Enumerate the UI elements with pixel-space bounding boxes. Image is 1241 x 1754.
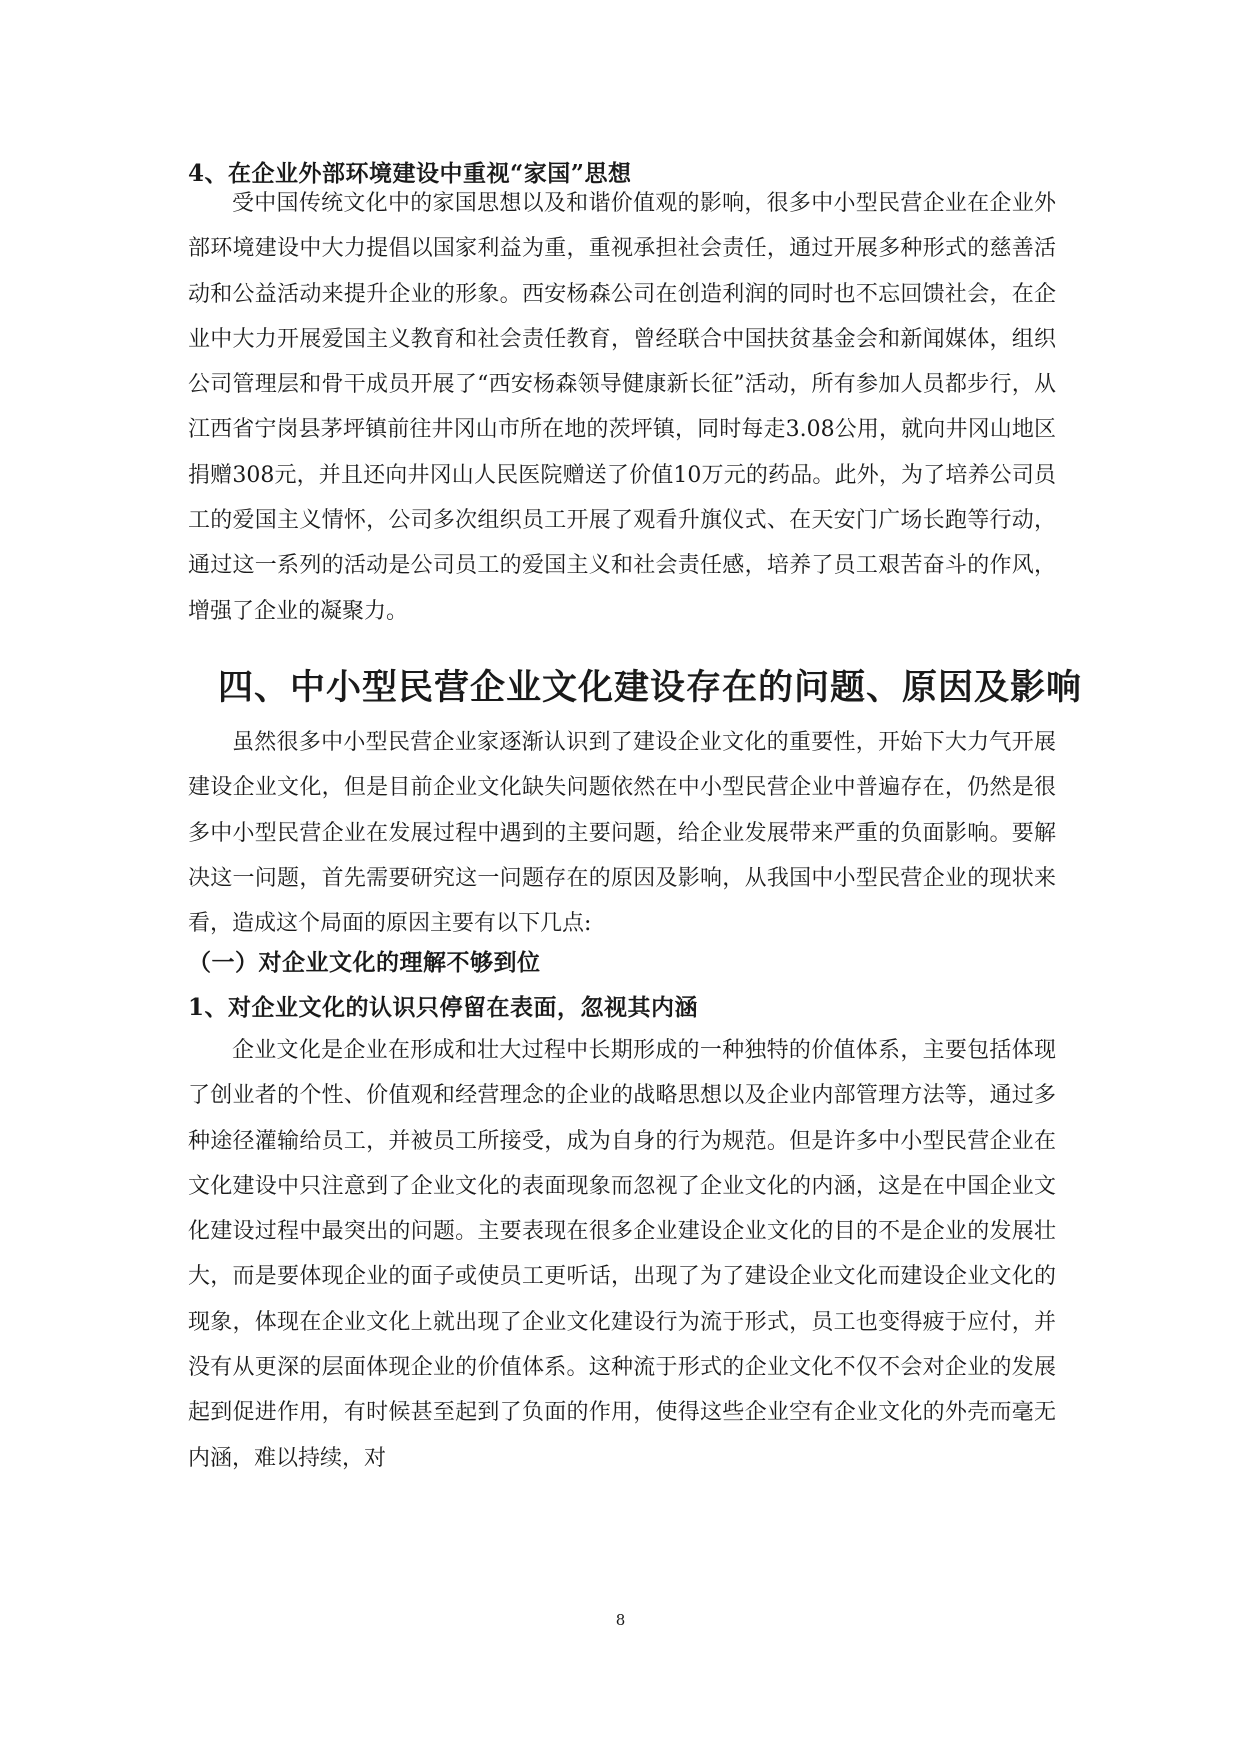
chapter-title: 四、中小型民营企业文化建设存在的问题、原因及影响	[218, 667, 1083, 708]
paragraph-chapter-intro: 虽然很多中小型民营企业家逐渐认识到了建设企业文化的重要性，开始下大力气开展建设企业文化，但是目前企业文化缺失问题依然在中小型民营企业中普遍存在，仍然是很多中小型民营企业在发展过程中遇到的主要问题，给企业发展带来严重的负面影响。要解决这一问题，首先需要研究这一问题存在的原因及影响，从我国中小型民营企业的现状来看，造成这个局面的原因主要有以下几点:	[188, 730, 1056, 937]
paragraph-surface-cognition: 企业文化是企业在形成和壮大过程中长期形成的一种独特的价值体系，主要包括体现了创业者的个性、价值观和经营理念的企业的战略思想以及企业内部管理方法等，通过多种途径灌输给员工，并被员工所接受，成为自身的行为规范。但是许多中小型民营企业在文化建设中只注意到了企业文化的表面现象而忽视了企业文化的内涵，这是在中国企业文化建设过程中最突出的问题。主要表现在很多企业建设企业文化的目的不是企业的发展壮大，而是要体现企业的面子或使员工更听话，出现了为了建设企业文化而建设企业文化的现象，体现在企业文化上就出现了企业文化建设行为流于形式，员工也变得疲于应付，并没有从更深的层面体现企业的价值体系。这种流于形式的企业文化不仅不会对企业的发展起到促进作用，有时候甚至起到了负面的作用，使得这些企业空有企业文化的外壳而毫无内涵，难以持续，对	[188, 1038, 1056, 1471]
chapter-intro	[188, 720, 1056, 946]
page-number: 8	[615, 1611, 626, 1629]
item-body	[188, 1028, 1056, 1481]
subsection-heading-understanding: （一）对企业文化的理解不够到位	[188, 949, 541, 976]
section-heading-family-nation: 4、在企业外部环境建设中重视“家国”思想	[188, 160, 632, 187]
section-body	[188, 181, 1056, 634]
paragraph-family-nation: 受中国传统文化中的家国思想以及和谐价值观的影响，很多中小型民营企业在企业外部环境建设中大力提倡以国家利益为重，重视承担社会责任，通过开展多种形式的慈善活动和公益活动来提升企业的形象。西安杨森公司在创造利润的同时也不忘回馈社会，在企业中大力开展爱国主义教育和社会责任教育，曾经联合中国扶贫基金会和新闻媒体，组织公司管理层和骨干成员开展了“西安杨森领导健康新长征”活动，所有参加人员都步行，从江西省宁岗县茅坪镇前往井冈山市所在地的茨坪镇，同时每走3.08公用，就向井冈山地区捐赠308元，并且还向井冈山人民医院赠送了价值10万元的药品。此外，为了培养公司员工的爱国主义情怀，公司多次组织员工开展了观看升旗仪式、在天安门广场长跑等行动，通过这一系列的活动是公司员工的爱国主义和社会责任感，培养了员工艰苦奋斗的作风，增强了企业的凝聚力。	[188, 191, 1056, 624]
item-heading-surface-cognition: 1、对企业文化的认识只停留在表面，忽视其内涵	[188, 994, 699, 1021]
